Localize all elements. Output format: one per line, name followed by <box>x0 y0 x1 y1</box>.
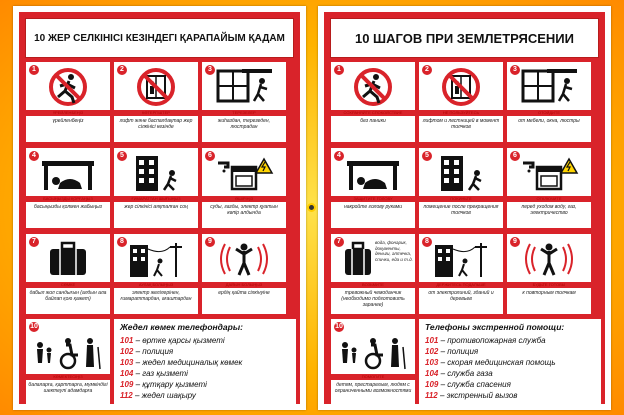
step-card-2 <box>419 62 503 142</box>
phone-row[interactable]: 109 – служба спасения <box>425 380 511 389</box>
step-number: 3 <box>510 65 520 75</box>
emergency-phones-panel <box>419 319 601 407</box>
step-card-1 <box>331 62 415 142</box>
step-heading: КӨТЕРГІШТЕР <box>114 110 198 116</box>
running-person-prohibited-icon <box>343 67 403 107</box>
step-heading: ДЕРЖИТЕСЬ ПОДАЛЬШЕ <box>419 282 503 288</box>
step-caption: без паники <box>360 118 386 124</box>
step-number: 5 <box>117 151 127 161</box>
step-number: 6 <box>205 151 215 161</box>
step-caption: лифт және баспалдақтар жер сілкінісі кезінде <box>119 118 193 130</box>
step-heading: ТЕРЕЗЕЛЕР <box>202 110 286 116</box>
stove-faucet-electric-icon <box>519 153 579 193</box>
shaking-person-icon <box>519 239 579 279</box>
step-number: 4 <box>334 151 344 161</box>
step-number: 8 <box>422 237 432 247</box>
elevator-prohibited-icon <box>431 67 491 107</box>
poster-frame <box>324 12 605 404</box>
step-card-10 <box>26 319 110 407</box>
step-caption: басыңызды қолмен жабыңыз <box>34 204 102 210</box>
step-number: 7 <box>29 237 39 247</box>
step-heading: ОТОЙДИТЕ <box>507 110 591 116</box>
step-card-3 <box>507 62 591 142</box>
power-line-building-icon <box>431 239 491 279</box>
phone-row[interactable]: 101 – өртке қарсы қызметі <box>120 336 225 345</box>
phone-row[interactable]: 102 – полиция <box>120 347 174 356</box>
phone-row[interactable]: 112 – экстренный вызов <box>425 391 518 400</box>
step-caption: лифтом и лестницей в момент толчков <box>422 118 500 130</box>
step-number: 3 <box>205 65 215 75</box>
step-heading: АУЛАҚ БОЛЫҢЫЗ <box>114 282 198 288</box>
poster-kazakh <box>13 6 306 410</box>
person-under-table-icon <box>38 153 98 193</box>
step-card-4 <box>26 148 110 228</box>
window-furniture-icon <box>214 67 274 107</box>
family-wheelchair-icon <box>337 333 409 371</box>
step-caption: электр желілерінен, ғимараттардан, ағаштардан <box>120 290 192 302</box>
step-caption: тревожный чемоданчик (необходимо подготовить заранее) <box>341 290 405 308</box>
phone-row[interactable]: 103 – жедел медициналық көмек <box>120 358 243 367</box>
step-number: 8 <box>117 237 127 247</box>
step-card-1 <box>26 62 110 142</box>
poster-title: 10 ШАГОВ ПРИ ЗЕМЛЕТРЯСЕНИИ <box>330 18 599 58</box>
kit-contents-list: вода, фонарик, документы, деньги, аптечка, спички, еда и т.д. <box>375 240 413 262</box>
stove-faucet-electric-icon <box>214 153 274 193</box>
power-line-building-icon <box>126 239 186 279</box>
poster-frame <box>19 12 300 404</box>
step-heading: СОХРАНЯЙТЕ СПОКОЙСТВИЕ <box>331 110 415 116</box>
step-card-7 <box>26 234 110 314</box>
step-caption: помещение после прекращения толчков <box>423 204 499 216</box>
step-card-9 <box>202 234 286 314</box>
step-caption: үрейленбеңіз <box>52 118 84 124</box>
step-heading: ҒИМАРАТТАН ШЫҒЫҢЫЗ <box>114 196 198 202</box>
step-number: 2 <box>422 65 432 75</box>
step-card-5 <box>114 148 198 228</box>
building-exit-icon <box>126 153 186 193</box>
step-number: 1 <box>29 65 39 75</box>
family-wheelchair-icon <box>32 333 104 371</box>
step-card-8 <box>419 234 503 314</box>
poster-russian <box>318 6 611 410</box>
step-heading: БУДЬТЕ ГОТОВЫ <box>507 282 591 288</box>
step-heading: СӨМКЕ <box>26 282 110 288</box>
phone-row[interactable]: 104 – газ қызметі <box>120 369 188 378</box>
step-heading: КӨМЕКТЕСІҢІЗ <box>26 374 110 380</box>
step-card-2 <box>114 62 198 142</box>
step-card-8 <box>114 234 198 314</box>
step-card-4 <box>331 148 415 228</box>
emergency-phones-panel <box>114 319 296 407</box>
phone-row[interactable]: 103 – скорая медицинская помощь <box>425 358 556 367</box>
phone-row[interactable]: 101 – противопожарная служба <box>425 336 546 345</box>
step-heading: ӨШІРІҢІЗ <box>202 196 286 202</box>
phone-row[interactable]: 104 – служба газа <box>425 369 493 378</box>
step-caption: от мебели, окна, люстры <box>518 118 580 124</box>
step-card-7 <box>331 234 415 314</box>
phones-title: Жедел көмек телефондары: <box>120 322 243 332</box>
step-heading: ОТКЛЮЧИТЕ <box>507 196 591 202</box>
step-caption: от электролиний, зданий и деревьев <box>428 290 494 302</box>
step-heading: ПОКИНЬТЕ <box>419 196 503 202</box>
step-caption: накройте голову руками <box>343 204 403 210</box>
step-heading: ДАЙЫН БОЛЫҢЫЗ <box>202 282 286 288</box>
step-heading: ЗАЩИТИТЕ ГОЛОВУ <box>331 196 415 202</box>
step-number: 4 <box>29 151 39 161</box>
elevator-prohibited-icon <box>126 67 186 107</box>
shaking-person-icon <box>214 239 274 279</box>
step-caption: дабыл жол сандығын (алдын ала байлап қою қажет) <box>29 290 107 302</box>
window-furniture-icon <box>519 67 579 107</box>
phone-row[interactable]: 109 – құтқару қызметі <box>120 380 207 389</box>
running-person-prohibited-icon <box>38 67 98 107</box>
phone-row[interactable]: 102 – полиция <box>425 347 479 356</box>
step-card-5 <box>419 148 503 228</box>
step-card-9 <box>507 234 591 314</box>
suitcase-icon <box>38 239 98 279</box>
step-caption: балаларға, қарттарға, мүмкіндігі шектеулі адамдарға <box>28 382 108 394</box>
step-caption: к повторным толчкам <box>522 290 576 296</box>
step-caption: жиһаздан, терезеден, люстрадан <box>217 118 271 130</box>
step-number: 2 <box>117 65 127 75</box>
step-number: 10 <box>335 323 343 330</box>
step-caption: перед уходом воду, газ, электричество <box>521 204 577 216</box>
step-number: 5 <box>422 151 432 161</box>
step-number: 6 <box>510 151 520 161</box>
step-caption: детям, престарелым, людям с ограниченными возможностями <box>334 382 412 394</box>
step-heading: НЕ ПОЛЬЗУЙТЕСЬ <box>419 110 503 116</box>
step-heading: ВОЗЬМИТЕ <box>331 282 415 288</box>
step-card-6 <box>507 148 591 228</box>
building-exit-icon <box>431 153 491 193</box>
step-heading: БАСЫҢЫЗДЫ ҚОРҒАҢЫЗ <box>26 196 110 202</box>
step-card-10 <box>331 319 415 407</box>
step-number: 9 <box>205 237 215 247</box>
poster-title: 10 ЖЕР СЕЛКІНІСІ КЕЗІНДЕГІ ҚАРАПАЙЫМ ҚАДАМ <box>25 18 294 58</box>
step-number: 10 <box>30 323 38 330</box>
person-under-table-icon <box>343 153 403 193</box>
phone-row[interactable]: 112 – жедел шақыру <box>120 391 196 400</box>
step-caption: ердің қайта сілкінуіне <box>218 290 270 296</box>
step-caption: жер сілкінісі аяқталған соң <box>124 204 188 210</box>
poster-divider-pin <box>307 203 316 212</box>
step-caption: суды, газды, электр қуатын көпір алдында <box>210 204 278 216</box>
step-number: 1 <box>334 65 344 75</box>
step-heading: ҮРЕЙЛЕНБЕҢІЗ <box>26 110 110 116</box>
step-heading: ПОМОГИТЕ <box>331 374 415 380</box>
phones-title: Телефоны экстренной помощи: <box>425 322 565 332</box>
step-card-3 <box>202 62 286 142</box>
step-card-6 <box>202 148 286 228</box>
step-number: 9 <box>510 237 520 247</box>
step-number: 7 <box>334 237 344 247</box>
